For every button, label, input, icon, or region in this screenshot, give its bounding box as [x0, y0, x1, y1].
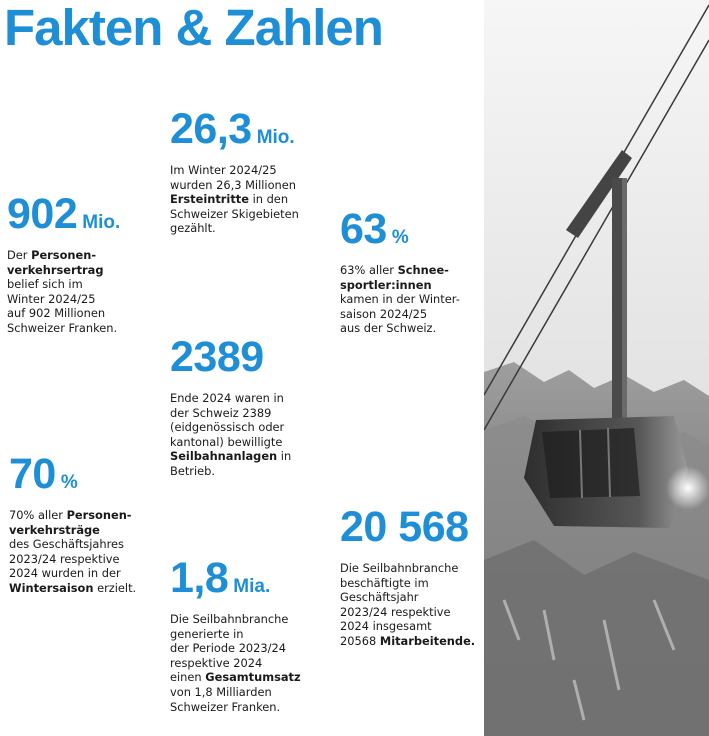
desc-highlight: Mitarbeitende.	[379, 633, 476, 648]
desc-text: in Betrieb.	[170, 449, 292, 478]
desc-text: Im Winter 2024/25 wurden 26,3 Millionen	[170, 163, 296, 192]
stat-value: 63	[340, 205, 387, 253]
stat-ersteintritte	[170, 105, 299, 236]
desc-text: 70% aller	[9, 508, 67, 522]
stat-seilbahnanlagen	[170, 333, 292, 479]
desc-text: 63% aller	[340, 263, 398, 277]
stat-description	[170, 163, 299, 236]
stat-wintersaison	[9, 450, 137, 596]
desc-text: Der	[7, 248, 32, 262]
desc-highlight: Schnee- sportler:innen	[340, 263, 449, 292]
stat-unit: %	[60, 472, 78, 493]
desc-highlight: Personen- verkehrsträge	[9, 508, 132, 537]
stat-description	[340, 263, 460, 336]
desc-text: kamen in der Winter- saison 2024/25 aus der Schweiz.	[340, 292, 460, 336]
stat-value: 20 568	[340, 503, 469, 551]
stat-description	[9, 508, 136, 596]
desc-text: belief sich im Winter 2024/25 auf 902 Millionen Schweizer Franken.	[7, 277, 118, 335]
stat-gesamtumsatz	[170, 554, 301, 714]
stat-unit: %	[391, 227, 409, 248]
cable-car-photo	[484, 0, 709, 736]
stat-unit: Mio.	[82, 212, 121, 233]
desc-text: des Geschäftsjahres 2023/24 respektive 2024 wurden in der	[9, 537, 124, 581]
desc-highlight: Seilbahnanlagen	[170, 449, 278, 464]
stat-value: 902	[7, 190, 78, 238]
desc-text: Die Seilbahnbranche generierte in der Periode 2023/24 respektive 2024 einen	[170, 612, 289, 685]
desc-highlight: Personen- verkehrsertrag	[7, 248, 104, 277]
stat-mitarbeitende	[340, 503, 476, 649]
desc-highlight: Wintersaison	[9, 580, 94, 595]
stat-description	[340, 561, 475, 649]
stat-value: 1,8	[170, 554, 229, 602]
page-title: Fakten & Zahlen	[4, 0, 383, 56]
desc-text: Ende 2024 waren in der Schweiz 2389 (eidgenössisch oder kantonal) bewilligte	[170, 391, 285, 449]
stat-description	[170, 612, 301, 714]
stat-value: 26,3	[170, 105, 252, 153]
desc-text: in den Schweizer Skigebieten gezählt.	[170, 192, 299, 236]
desc-highlight: Ersteintritte	[170, 192, 249, 207]
stat-unit: Mio.	[256, 127, 295, 148]
desc-text: Die Seilbahnbranche beschäftigte im Geschäftsjahr 2023/24 respektive 2024 insgesamt 20568	[340, 561, 459, 648]
stat-value: 70	[9, 450, 56, 498]
stat-unit: Mia.	[233, 576, 271, 597]
desc-text: von 1,8 Milliarden Schweizer Franken.	[170, 684, 281, 714]
stat-description	[170, 391, 291, 479]
desc-highlight: Gesamtumsatz	[205, 670, 301, 685]
desc-text: erzielt.	[93, 580, 137, 595]
stat-description	[7, 248, 120, 336]
stat-schweizer-anteil	[340, 205, 460, 336]
stat-personenverkehrsertrag	[7, 190, 121, 336]
stat-value: 2389	[170, 333, 264, 381]
